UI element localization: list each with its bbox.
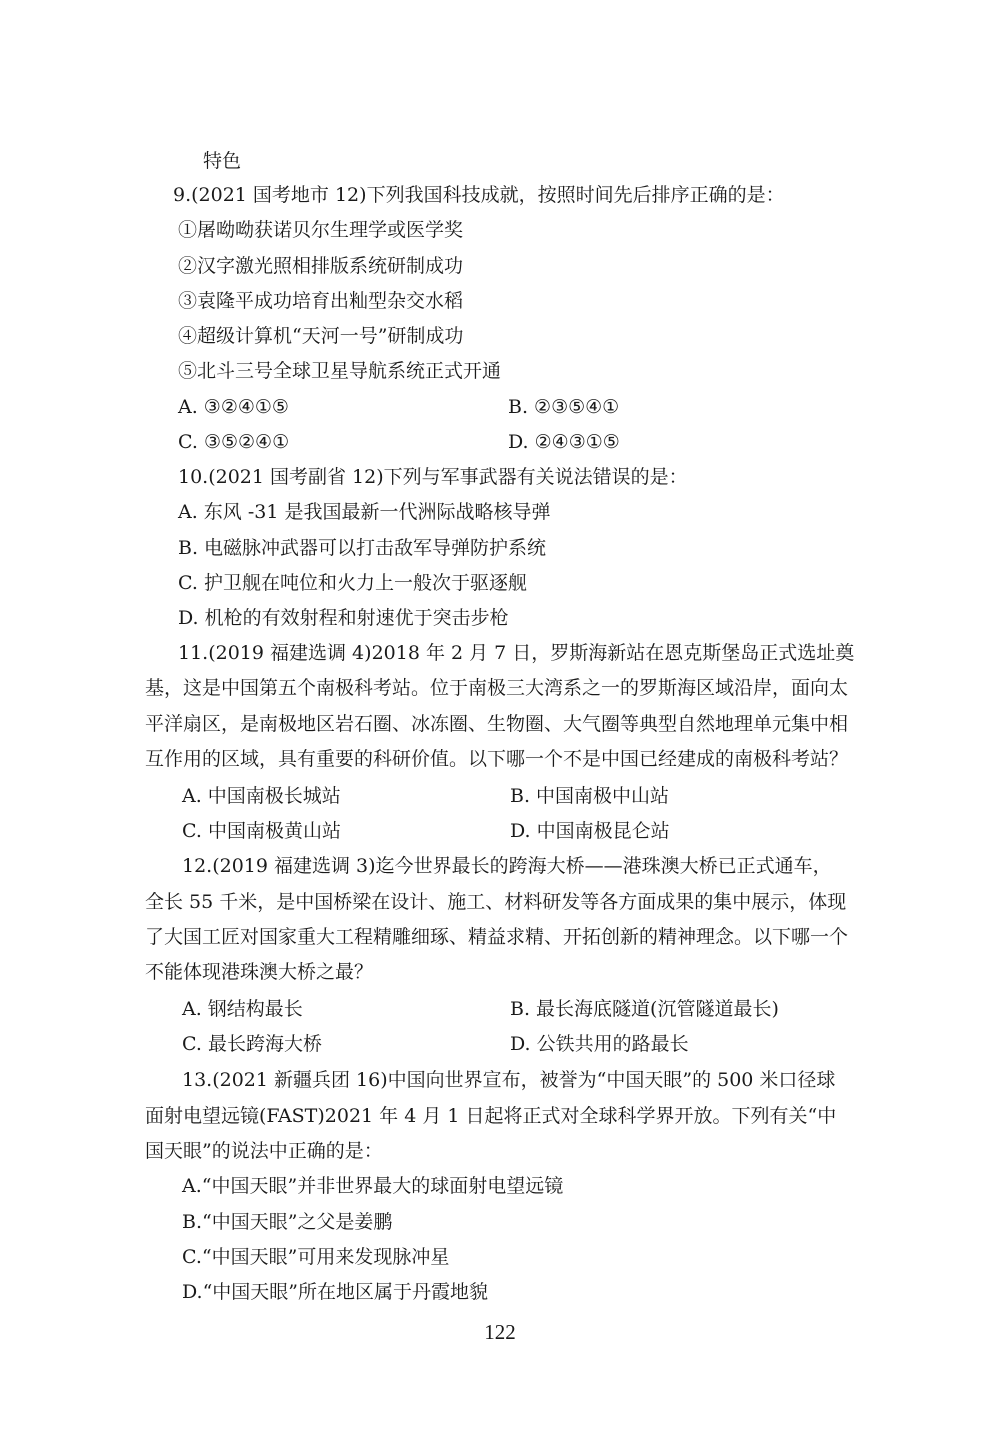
q13-stem-line-3: 国天眼”的说法中正确的是： bbox=[145, 1140, 383, 1162]
q11-stem-line-2: 基，这是中国第五个南极科考站。位于南极三大湾系之一的罗斯海区域沿岸，面向太 bbox=[145, 677, 849, 699]
q13-option-b: B.“中国天眼”之父是姜鹏 bbox=[182, 1211, 393, 1233]
q11-option-b: B. 中国南极中山站 bbox=[510, 785, 670, 807]
q12-stem-line-3: 了大国工匠对国家重大工程精雕细琢、精益求精、开拓创新的精神理念。以下哪一个 bbox=[145, 926, 849, 948]
q12-option-a: A. 钢结构最长 bbox=[182, 998, 303, 1020]
q9-stem: 9.(2021 国考地市 12)下列我国科技成就，按照时间先后排序正确的是： bbox=[173, 184, 785, 206]
continuation-text: 特色 bbox=[203, 150, 242, 172]
q9-item-5: ⑤北斗三号全球卫星导航系统正式开通 bbox=[178, 360, 502, 382]
q9-item-2: ②汉字激光照相排版系统研制成功 bbox=[178, 255, 464, 277]
q13-option-a: A.“中国天眼”并非世界最大的球面射电望远镜 bbox=[182, 1175, 564, 1197]
q9-item-3: ③袁隆平成功培育出籼型杂交水稻 bbox=[178, 290, 464, 312]
q10-option-c: C. 护卫舰在吨位和火力上一般次于驱逐舰 bbox=[178, 572, 527, 594]
q11-option-d: D. 中国南极昆仑站 bbox=[510, 820, 670, 842]
q9-option-c: C. ③⑤②④① bbox=[178, 431, 290, 453]
q9-option-a: A. ③②④①⑤ bbox=[178, 396, 289, 418]
q10-option-b: B. 电磁脉冲武器可以打击敌军导弹防护系统 bbox=[178, 537, 547, 559]
q9-option-d: D. ②④③①⑤ bbox=[508, 431, 620, 453]
q11-option-a: A. 中国南极长城站 bbox=[182, 785, 341, 807]
q13-stem-line-1: 13.(2021 新疆兵团 16)中国向世界宣布，被誉为“中国天眼”的 500 米口径球 bbox=[182, 1069, 836, 1091]
q13-option-c: C.“中国天眼”可用来发现脉冲星 bbox=[182, 1246, 450, 1268]
q9-item-4: ④超级计算机“天河一号”研制成功 bbox=[178, 325, 464, 347]
q9-option-b: B. ②③⑤④① bbox=[508, 396, 620, 418]
q9-item-1: ①屠呦呦获诺贝尔生理学或医学奖 bbox=[178, 219, 464, 241]
q12-option-c: C. 最长跨海大桥 bbox=[182, 1033, 322, 1055]
q12-stem-line-1: 12.(2019 福建选调 3)迄今世界最长的跨海大桥——港珠澳大桥已正式通车， bbox=[182, 855, 832, 877]
q13-option-d: D.“中国天眼”所在地区属于丹霞地貌 bbox=[182, 1281, 489, 1303]
q10-option-a: A. 东风 -31 是我国最新一代洲际战略核导弹 bbox=[178, 501, 551, 523]
q11-stem-line-4: 互作用的区域，具有重要的科研价值。以下哪一个不是中国已经建成的南极科考站？ bbox=[145, 748, 849, 770]
page-number: 122 bbox=[484, 1320, 516, 1344]
q13-stem-line-2: 面射电望远镜(FAST)2021 年 4 月 1 日起将正式对全球科学界开放。下列有关“中 bbox=[145, 1105, 837, 1127]
q12-option-d: D. 公铁共用的路最长 bbox=[510, 1033, 689, 1055]
q10-stem: 10.(2021 国考副省 12)下列与军事武器有关说法错误的是： bbox=[178, 466, 688, 488]
q12-stem-line-2: 全长 55 千米，是中国桥梁在设计、施工、材料研发等各方面成果的集中展示，体现 bbox=[145, 891, 847, 913]
q11-stem-line-1: 11.(2019 福建选调 4)2018 年 2 月 7 日，罗斯海新站在恩克斯堡岛正式选址奠 bbox=[178, 642, 855, 664]
q11-option-c: C. 中国南极黄山站 bbox=[182, 820, 341, 842]
q10-option-d: D. 机枪的有效射程和射速优于突击步枪 bbox=[178, 607, 509, 629]
q12-stem-line-4: 不能体现港珠澳大桥之最？ bbox=[145, 961, 374, 983]
q11-stem-line-3: 平洋扇区，是南极地区岩石圈、冰冻圈、生物圈、大气圈等典型自然地理单元集中相 bbox=[145, 713, 849, 735]
q12-option-b: B. 最长海底隧道(沉管隧道最长) bbox=[510, 998, 779, 1020]
